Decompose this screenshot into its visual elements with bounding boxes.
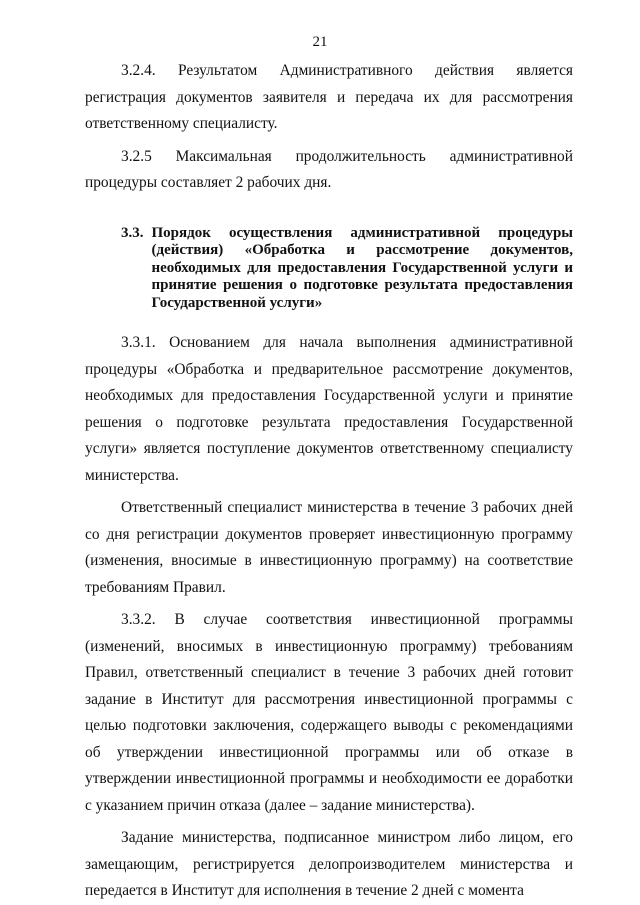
document-body — [85, 58, 573, 905]
paragraph-3-3-1: 3.3.1. Основанием для начала выполнения административной процедуры «Обработка и предварительное рассмотрение документов, необходимых для предоставления Государственной услуги и принятие решения о подготовке результата предоставления Государственной услуги» является поступление документов ответственному специалисту министерства. — [85, 334, 573, 484]
paragraph-ministry-task: Задание министерства, подписанное министром либо лицом, его замещающим, регистрируется делопроизводителем министерства и передается в Институт для исполнения в течение 2 дней с момента — [85, 829, 573, 899]
paragraph-3-2-5: 3.2.5 Максимальная продолжительность административной процедуры составляет 2 рабочих дня. — [85, 147, 573, 191]
section-number: 3.3. — [121, 224, 144, 241]
paragraph-3-3-2: 3.3.2. В случае соответствия инвестиционной программы (изменений, вносимых в инвестиционную программу) требованиям Правил, ответственный специалист в течение 3 рабочих дней готовит задание в Институт для рассмотрения инвестиционной программы с целью подготовки заключения, содержащего выводы с рекомендациями об утверждении инвестиционной программы или об отказе в утверждении инвестиционной программы и необходимости ее доработки с указанием причин отказа (далее – задание министерства). — [85, 611, 573, 814]
section-heading-3-3 — [121, 225, 573, 313]
paragraph-specialist-check: Ответственный специалист министерства в течение 3 рабочих дней со дня регистрации документов проверяет инвестиционную программу (изменения, вносимые в инвестиционную программу) на соответствие требованиям Правил. — [85, 499, 573, 596]
section-title: Порядок осуществления административной процедуры (действия) «Обработка и рассмотрение документов, необходимых для предоставления Государственной услуги и принятие решения о подготовке результата предоставления Государственной услуги» — [151, 224, 573, 311]
page-number: 21 — [312, 34, 328, 50]
paragraph-3-2-4: 3.2.4. Результатом Административного действия является регистрация документов заявителя и передача их для рассмотрения ответственному специалисту. — [85, 62, 573, 132]
